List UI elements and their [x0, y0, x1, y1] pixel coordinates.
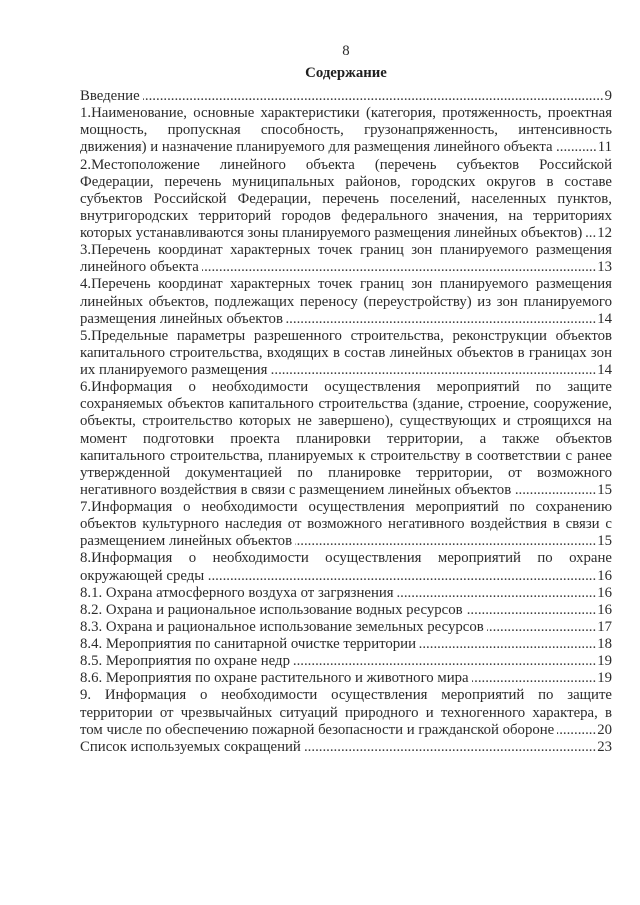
toc-entry-last-line [80, 602, 612, 619]
toc-entry-last-line [80, 585, 612, 602]
toc-page-number: 13 [597, 259, 612, 276]
toc-dot-leader [557, 722, 596, 739]
toc-page-number: 11 [597, 139, 612, 156]
toc-entry-last-line [80, 653, 612, 670]
toc-entry-line: 6.Информация о необходимости осуществления мероприятий по защите [80, 379, 612, 396]
toc-entry [80, 619, 612, 636]
toc-entry-text: их планируемого размещения [80, 362, 268, 378]
toc-entry [80, 636, 612, 653]
toc-dot-leader [585, 225, 596, 242]
toc-entry [80, 585, 612, 602]
toc-entry-line: капитального строительства, планируемых к строительству в соответствии с ранее [80, 447, 612, 464]
toc-entry-line: 1.Наименование, основные характеристики (категория, протяженность, проектная [80, 105, 612, 122]
toc-page-number: 18 [597, 636, 612, 652]
toc-entry-last-line [80, 722, 612, 739]
toc-dot-leader [419, 636, 596, 653]
toc-entry-line: Федерации, перечень муниципальных районов, городских округов в составе [80, 173, 612, 190]
toc-entry-line: 2.Местоположение линейного объекта (перечень субъектов Российской [80, 156, 612, 173]
toc-entry-line: объекты, строительство которых не завершено), существующих и строящихся на [80, 413, 612, 430]
table-of-contents [80, 88, 612, 756]
toc-entry-text: окружающей среды [80, 567, 205, 584]
toc-entry-line: 8.Информация о необходимости осуществления мероприятий по охране [80, 550, 612, 567]
toc-page-number: 16 [597, 567, 612, 584]
toc-page-number: 19 [597, 653, 612, 670]
toc-entry-last-line [80, 482, 612, 499]
toc-entry-last-line [80, 533, 612, 550]
toc-entry-line: 7.Информация о необходимости осуществления мероприятий по сохранению [80, 499, 612, 515]
toc-entry-text: линейного объекта [80, 259, 199, 276]
toc-entry [80, 653, 612, 670]
toc-entry-line: субъектов Российской Федерации, перечень поселений, населенных пунктов, [80, 190, 612, 207]
toc-entry [80, 602, 612, 619]
toc-entry-last-line [80, 311, 612, 328]
toc-entry-line: 5.Предельные параметры разрешенного строительства, реконструкции объектов [80, 327, 612, 344]
toc-dot-leader [304, 739, 596, 756]
toc-entry-text: размещением линейных объектов [80, 533, 293, 550]
toc-entry-line: территории от чрезвычайных ситуаций природного и техногенного характера, в [80, 704, 612, 721]
toc-dot-leader [466, 602, 597, 619]
toc-page-number: 14 [597, 362, 612, 378]
toc-entry [80, 670, 612, 687]
toc-page-number: 20 [597, 721, 612, 738]
toc-entry-text: негативного воздействия в связи с размещением линейных объектов [80, 481, 512, 498]
toc-dot-leader [514, 482, 596, 499]
toc-page-number: 9 [604, 88, 612, 104]
toc-entry-text: 8.5. Мероприятия по охране недр [80, 653, 290, 670]
toc-entry-last-line [80, 225, 612, 242]
toc-entry-line: 9. Информация о необходимости осуществления мероприятий по защите [80, 687, 612, 704]
toc-page-number: 17 [597, 618, 612, 635]
toc-title: Содержание [305, 65, 387, 81]
toc-entry-last-line [80, 139, 612, 156]
toc-entry-text: 8.4. Мероприятия по санитарной очистке территории [80, 636, 417, 652]
toc-entry-last-line [80, 619, 612, 636]
toc-entry [80, 105, 612, 156]
toc-entry [80, 379, 612, 499]
toc-entry-last-line [80, 362, 612, 379]
toc-page-number: 15 [597, 481, 612, 498]
toc-entry-last-line [80, 88, 612, 105]
toc-entry-line: 4.Перечень координат характерных точек границ зон планируемого размещения [80, 276, 612, 293]
toc-dot-leader [295, 533, 596, 550]
toc-entry-last-line [80, 739, 612, 756]
toc-entry-line: внутригородских территорий городов федерального значения, на территориях [80, 207, 612, 224]
toc-entry-text: размещения линейных объектов [80, 310, 283, 327]
toc-entry [80, 157, 612, 243]
toc-entry-text: 8.1. Охрана атмосферного воздуха от загрязнения [80, 584, 394, 601]
toc-page-number: 12 [597, 225, 612, 241]
toc-entry-text: Список используемых сокращений [80, 738, 301, 755]
toc-entry-text: которых устанавливаются зоны планируемого размещения линейных объектов) [80, 225, 583, 241]
toc-dot-leader [207, 568, 596, 585]
toc-dot-leader [293, 653, 596, 670]
toc-entry [80, 242, 612, 276]
toc-entry-last-line [80, 670, 612, 687]
toc-entry [80, 499, 612, 550]
toc-entry-last-line [80, 568, 612, 585]
toc-entry [80, 687, 612, 738]
toc-entry [80, 550, 612, 584]
page-number: 8 [342, 43, 350, 59]
toc-entry-text: том числе по обеспечению пожарной безопасности и гражданской обороне [80, 721, 555, 738]
toc-dot-leader [397, 585, 597, 602]
toc-dot-leader [556, 139, 597, 156]
toc-dot-leader [143, 88, 604, 105]
toc-entry-line: утвержденной документацией по планировке территории, от возможного [80, 464, 612, 481]
toc-entry [80, 328, 612, 379]
toc-dot-leader [286, 311, 596, 328]
toc-page-number: 16 [597, 584, 612, 601]
toc-page-number: 23 [597, 738, 612, 755]
toc-entry-line: сохраняемых объектов капитального строительства (здание, строение, сооружение, [80, 396, 612, 413]
toc-entry [80, 88, 612, 105]
toc-entry-line: момент подготовки проекта планировки территории, а также объектов [80, 430, 612, 447]
toc-entry-line: объектов культурного наследия от возможного негативного воздействия в связи с [80, 516, 612, 533]
toc-entry-line: капитального строительства, входящих в состав линейных объектов в границах зон [80, 344, 612, 361]
toc-entry-text: движения) и назначение планируемого для размещения линейного объекта [80, 139, 553, 156]
toc-page-number: 19 [597, 670, 612, 687]
toc-page-number: 15 [597, 533, 612, 550]
toc-entry [80, 739, 612, 756]
toc-entry-line: мощность, пропускная способность, грузонапряженность, интенсивность [80, 122, 612, 139]
toc-dot-leader [270, 362, 596, 379]
toc-dot-leader [487, 619, 596, 636]
toc-entry [80, 276, 612, 327]
toc-dot-leader [202, 259, 596, 276]
toc-entry-text: 8.6. Мероприятия по охране растительного и животного мира [80, 670, 469, 687]
toc-entry-text: 8.3. Охрана и рациональное использование земельных ресурсов [80, 618, 484, 635]
toc-entry-line: 3.Перечень координат характерных точек границ зон планируемого размещения [80, 242, 612, 259]
toc-page-number: 14 [597, 310, 612, 327]
toc-dot-leader [472, 670, 597, 687]
toc-entry-line: линейных объектов, подлежащих переносу (переустройству) из зон планируемого [80, 293, 612, 310]
toc-entry-last-line [80, 636, 612, 653]
toc-entry-text: Введение [80, 88, 140, 104]
toc-page-number: 16 [597, 601, 612, 618]
toc-entry-last-line [80, 259, 612, 276]
toc-entry-text: 8.2. Охрана и рациональное использование водных ресурсов [80, 601, 463, 618]
